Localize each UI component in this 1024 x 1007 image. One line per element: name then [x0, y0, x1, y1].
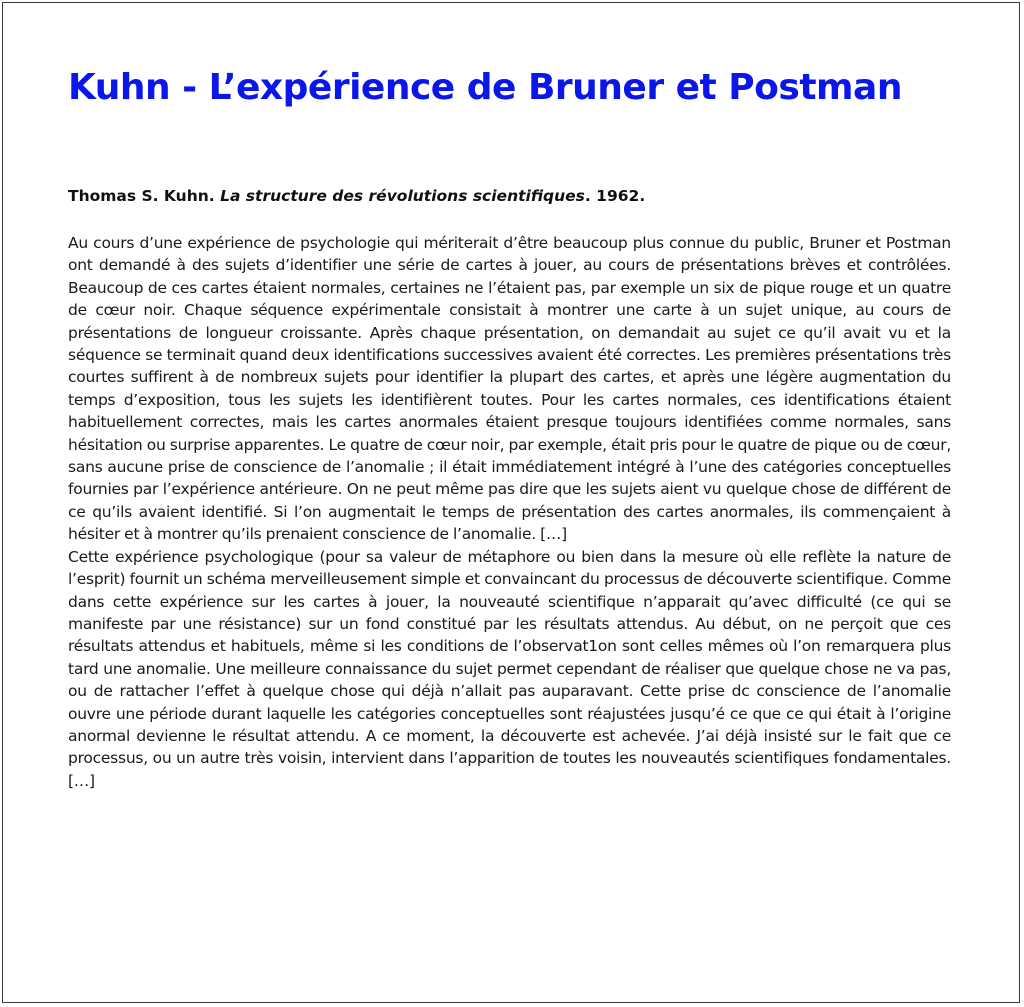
document-page [2, 2, 1020, 1003]
body-text [68, 232, 951, 792]
citation-year: . 1962. [584, 187, 646, 205]
citation-author: Thomas S. Kuhn. [68, 187, 215, 205]
citation [68, 187, 645, 205]
paragraph: Au cours d’une expérience de psychologie qui mériterait d’être beaucoup plus connue du public, Bruner et Postman ont demandé à des sujets d’identifier une série de cartes à jouer, au cours de présentations brèves et contrôlées. Beaucoup de ces cartes étaient normales, certaines ne l’étaient pas, par exemple un six de pique rouge et un quatre de cœur noir. Chaque séquence expérimentale consistait à montrer une carte à un sujet unique, au cours de présentations de longueur croissante. Après chaque présentation, on demandait au sujet ce qu’il avait vu et la séquence se terminait quand deux identifications successives avaient été correctes. Les premières présentations très courtes suffirent à de nombreux sujets pour identifier la plupart des cartes, et après une légère augmentation du temps d’exposition, tous les sujets les identifièrent toutes. Pour les cartes normales, ces identifications étaient habituellement correctes, mais les cartes anormales étaient presque toujours identifiées comme normales, sans hésitation ou surprise apparentes. Le quatre de cœur noir, par exemple, était pris pour le quatre de pique ou de cœur, sans aucune prise de conscience de l’anomalie ; il était immédiatement intégré à l’une des catégories conceptuelles fournies par l’expérience antérieure. On ne peut même pas dire que les sujets aient vu quelque chose de différent de ce qu’ils avaient identifié. Si l’on augmentait le temps de présentation des cartes anormales, ils commençaient à hésiter et à montrer qu’ils prenaient conscience de l’anomalie. […] [68, 234, 951, 544]
paragraph: Cette expérience psychologique (pour sa valeur de métaphore ou bien dans la mesure où elle reflète la nature de l’esprit) fournit un schéma merveilleusement simple et convaincant du processus de découverte scientifique. Comme dans cette expérience sur les cartes à jouer, la nouveauté scientifique n’apparait qu’avec difficulté (ce qui se manifeste par une résistance) sur un fond constitué par les résultats attendus. Au début, on ne perçoit que ces résultats attendus et habituels, même si les conditions de l’observat1on sont celles mêmes où l’on remarquera plus tard une anomalie. Une meilleure connaissance du sujet permet cependant de réaliser que quelque chose ne va pas, ou de rattacher l’effet à quelque chose qui déjà n’allait pas auparavant. Cette prise dc conscience de l’anomalie ouvre une période durant laquelle les catégories conceptuelles sont réajustées jusqu’é ce que ce qui était à l’origine anormal devienne le résultat attendu. A ce moment, la découverte est achevée. J’ai déjà insisté sur le fait que ce processus, ou un autre très voisin, intervient dans l’apparition de toutes les nouveautés scientifiques fondamentales. […] [68, 547, 951, 790]
citation-work: La structure des révolutions scientifiques [220, 187, 585, 205]
document-title: Kuhn - L’expérience de Bruner et Postman [68, 67, 902, 108]
